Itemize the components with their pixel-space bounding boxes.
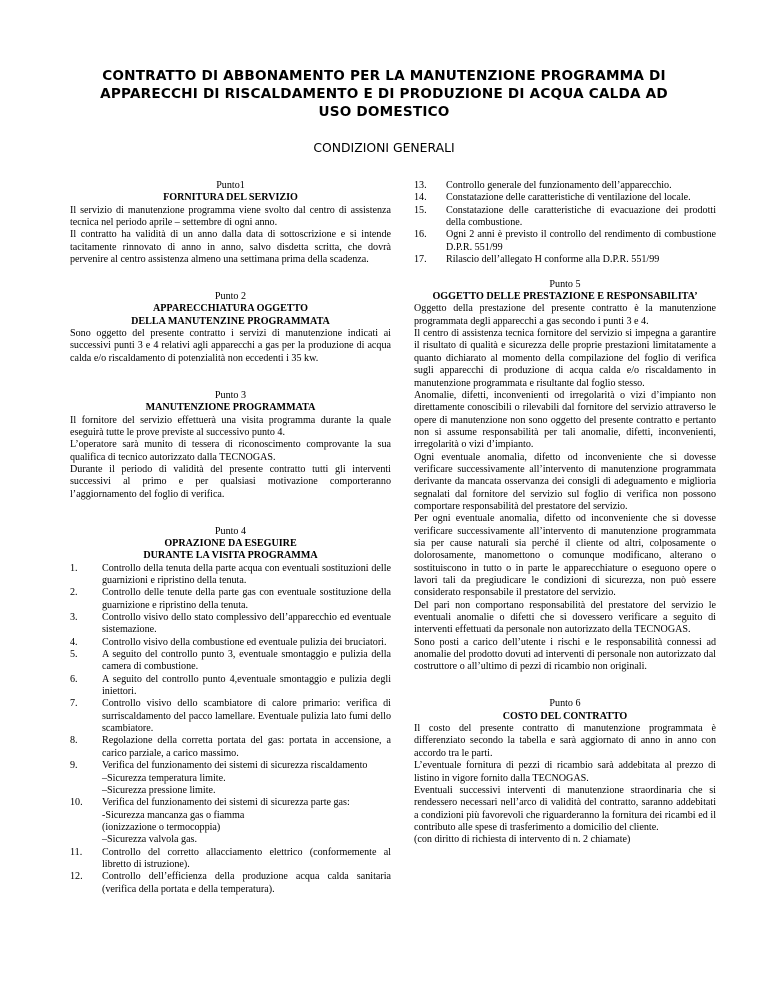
- section-number: Punto 6: [549, 698, 581, 710]
- section-punto-4: [70, 526, 391, 896]
- item-text: Controllo dell’efficienza della produzione acqua calda sanitaria (verifica della portata e della temperatura).: [102, 871, 391, 895]
- paragraph: Sono posti a carico dell’utente i rischi e le responsabilità connessi ad anomalie del prodotto dovuti ad interventi di personale non autorizzato dal costruttore o all’ultimo di pezzi di ricambio non originali.: [414, 636, 716, 673]
- list-item: [70, 871, 391, 896]
- item-text: (ionizzazione o termocoppia): [102, 821, 221, 833]
- item-text: Controllo del corretto allacciamento elettrico (conformemente al libretto di istruzione).: [102, 846, 391, 870]
- document-title: [60, 67, 708, 121]
- list-item: [70, 760, 391, 797]
- operations-list-continued: [414, 180, 716, 266]
- paragraph: Ogni eventuale anomalia, difetto od inconveniente che si dovesse verificare successivamente all’intervento di manutenzione programmata derivante da mancata osservanza dei consigli di adeguamento e miglioria segnalati dal fornitore del servizio sul foglio di verifica non possono comportare responsabilità del prestatore del servizio.: [414, 451, 716, 512]
- item-number: 16.: [414, 229, 427, 241]
- item-text: Controllo visivo della combustione ed eventuale pulizia dei bruciatori.: [102, 636, 387, 648]
- paragraph: Il costo del presente contratto di manutenzione programmata è differenziato secondo la tabella e sarà aggiornato di anno in anno con accordo tra le parti.: [414, 723, 716, 759]
- item-number: 17.: [414, 254, 427, 266]
- item-text: A seguito del controllo punto 3, eventuale smontaggio e pulizia della camera di combustione.: [102, 649, 391, 673]
- section-title: APPARECCHIATURA OGGETTO: [152, 303, 309, 315]
- item-text: Controllo visivo dello scambiatore di calore primario: verifica di surriscaldamento del pacco lamellare. Eventuale pulizia lato fumi dello scambiatore.: [102, 698, 391, 735]
- title-line: USO DOMESTICO: [318, 104, 450, 120]
- item-text: Constatazione delle caratteristiche di evacuazione dei prodotti della combustione.: [446, 204, 716, 229]
- item-number: 2.: [70, 587, 78, 599]
- item-text: Regolazione della corretta portata del gas: portata in accensione, a carico parziale, a carico massimo.: [102, 735, 391, 759]
- section-punto-2: [70, 291, 391, 365]
- list-item: [414, 229, 716, 254]
- item-text: Rilascio dell’allegato H conforme alla D.P.R. 551/99: [446, 254, 660, 266]
- list-item: [70, 674, 391, 699]
- list-item: [414, 192, 716, 204]
- item-number: 15.: [414, 204, 427, 216]
- paragraph: Sono oggetto del presente contratto i servizi di manutenzione indicati ai successivi punti 3 e 4 relativi agli apparecchi a gas per la produzione di acqua calda e/o riscaldamento di potenzialità non eccedenti i 35 kw.: [70, 328, 391, 364]
- paragraph: L’eventuale fornitura di pezzi di ricambio sarà addebitata al prezzo di listino in vigore fornito dalla TECNOGAS.: [414, 760, 716, 784]
- item-number: 1.: [70, 562, 78, 574]
- item-text: A seguito del controllo punto 4,eventuale smontaggio e pulizia degli iniettori.: [102, 673, 391, 698]
- section-punto-5: [414, 279, 716, 674]
- list-item: [70, 698, 391, 735]
- item-number: 5.: [70, 649, 78, 661]
- title-line: APPARECCHI DI RISCALDAMENTO E DI PRODUZIONE DI ACQUA CALDA AD: [100, 86, 668, 102]
- right-column: [414, 180, 716, 847]
- list-item: [70, 735, 391, 760]
- section-punto-1: [70, 180, 391, 266]
- section-title: DELLA MANUTENZINE PROGRAMMATA: [131, 315, 330, 327]
- item-text: –Sicurezza pressione limite.: [102, 784, 216, 796]
- item-number: 4.: [70, 636, 78, 648]
- item-text: –Sicurezza temperatura limite.: [102, 772, 226, 784]
- section-title: OPRAZIONE DA ESEGUIRE: [164, 537, 297, 549]
- item-text: Controllo delle tenute della parte gas con eventuale sostituzione della guarnizione e ripristino della tenuta.: [102, 587, 391, 611]
- paragraph: Anomalie, difetti, inconvenienti od irregolarità o vizi d’impianto non direttamente conoscibili o rilevabili dal fornitore del servizio attraverso le opere di manutenzione non sono oggetto del presente contratto e pertanto non si assume responsabilità per tali anomalie, difetti, inconvenienti, irregolarità o vizi d’impianto.: [414, 389, 716, 451]
- paragraph: Il fornitore del servizio effettuerà una visita programma durante la quale eseguirà tutte le prove previste al successivo punto 4.: [70, 414, 391, 438]
- item-text: Controllo visivo dello stato complessivo dell’apparecchio ed eventuale sistemazione.: [102, 612, 391, 636]
- section-title: MANUTENZIONE PROGRAMMATA: [145, 402, 316, 414]
- section-title: DURANTE LA VISITA PROGRAMMA: [143, 550, 318, 562]
- item-number: 10.: [70, 797, 83, 809]
- section-number: Punto 4: [214, 525, 247, 537]
- section-punto-3: [70, 390, 391, 501]
- item-number: 6.: [70, 673, 78, 685]
- paragraph: Oggetto della prestazione del presente contratto è la manutenzione programmata degli apparecchi a gas secondo i punti 3 e 4.: [414, 303, 716, 327]
- item-text: Controllo generale del funzionamento dell’apparecchio.: [446, 180, 672, 191]
- item-text: –Sicurezza valvola gas.: [102, 834, 198, 846]
- section-number: Punto1: [216, 180, 245, 191]
- document-subtitle: CONDIZIONI GENERALI: [313, 140, 455, 155]
- section-number: Punto 3: [214, 389, 247, 401]
- list-item: [70, 797, 391, 846]
- paragraph: Il contratto ha validità di un anno dalla data di sottoscrizione e si intende tacitamente rinnovato di anno in anno, salvo disdetta scritta, che dovrà pervenire al centro assistenza almeno una settimana prima della scadenza.: [70, 229, 391, 266]
- item-text: -Sicurezza mancanza gas o fiamma: [102, 809, 245, 821]
- section-title: OGGETTO DELLE PRESTAZIONE E RESPONSABILITA’: [432, 291, 698, 303]
- item-number: 12.: [70, 871, 83, 883]
- section-number: Punto 5: [549, 278, 581, 290]
- section-title: FORNITURA DEL SERVIZIO: [163, 192, 298, 204]
- list-item: [414, 254, 716, 266]
- item-text: Verifica del funzionamento dei sistemi di sicurezza parte gas:: [102, 797, 350, 809]
- list-item: [70, 847, 391, 872]
- paragraph: Per ogni eventuale anomalia, difetto od inconveniente che si dovesse verificare successivamente all’intervento di manutenzione programmata sia per cause naturali sia perché il cliente od altri, colposamente o dolorosamente, manomettono o comunque modificano, alterano o sostituiscono in tutto o in parte le apparecchiature o eseguono opere o lavori tali da pregiudicare le condizioni di sicurezza, non può essere considerato responsabile il prestatore del servizio.: [414, 513, 716, 599]
- list-item: [70, 612, 391, 637]
- title-line: CONTRATTO DI ABBONAMENTO PER LA MANUTENZIONE PROGRAMMA DI: [102, 68, 666, 84]
- section-punto-6: [414, 698, 716, 846]
- list-item: [414, 205, 716, 230]
- operations-list: [70, 563, 391, 896]
- section-title: COSTO DEL CONTRATTO: [502, 710, 628, 722]
- section-number: Punto 2: [214, 291, 247, 303]
- paragraph: (con diritto di richiesta di intervento di n. 2 chiamate): [414, 834, 631, 846]
- item-number: 13.: [414, 180, 427, 191]
- paragraph: Del pari non comportano responsabilità del prestatore del servizio le eventuali anomalie o difetti che si dovessero verificare a seguito di interventi effettuati da personale non autorizzato della TECNOGAS.: [414, 599, 716, 636]
- paragraph: Durante il periodo di validità del presente contratto tutti gli interventi successivi al primo e per qualsiasi motivazione comporteranno l’aggiornamento del foglio di verifica.: [70, 463, 391, 500]
- item-number: 11.: [70, 846, 83, 858]
- list-item: [70, 649, 391, 674]
- item-text: Ogni 2 anni è previsto il controllo del rendimento di combustione D.P.R. 551/99: [446, 229, 716, 253]
- list-item: [70, 637, 391, 649]
- item-number: 14.: [414, 192, 427, 204]
- paragraph: L’operatore sarà munito di tessera di riconoscimento comprovante la sua qualifica di tecnico autorizzato dalla TECNOGAS.: [70, 439, 391, 463]
- item-text: Verifica del funzionamento dei sistemi di sicurezza riscaldamento: [102, 760, 368, 772]
- list-item: [70, 563, 391, 588]
- paragraph: Il servizio di manutenzione programma viene svolto dal centro di assistenza tecnica nel periodo aprile – settembre di ogni anno.: [70, 204, 391, 229]
- list-item: [70, 587, 391, 612]
- item-text: Constatazione delle caratteristiche di ventilazione del locale.: [446, 192, 691, 204]
- item-number: 8.: [70, 735, 78, 747]
- left-column: [70, 180, 391, 896]
- item-number: 3.: [70, 612, 78, 624]
- item-text: Controllo della tenuta della parte acqua con eventuali sostituzioni delle guarnizioni e ripristino della tenuta.: [102, 562, 391, 586]
- item-number: 7.: [70, 698, 78, 710]
- item-number: 9.: [70, 760, 78, 772]
- paragraph: Il centro di assistenza tecnica fornitore del servizio si impegna a garantire il risultato di qualità e sicurezza delle proprie prestazioni limitatamente a quanto dichiarato al momento della compilazione del foglio di verifica sugli apparecchi di produzione di acqua calda e/o riscaldamento in manutenzione programmata e risultante dal foglio stesso.: [414, 328, 716, 389]
- paragraph: Eventuali successivi interventi di manutenzione straordinaria che si rendessero necessari nell’arco di validità del contratto, saranno addebitati a condizioni più favorevoli che riguarderanno la fornitura dei ricambi ed il contributo alle spese di trasferimento a domicilio del cliente.: [414, 784, 716, 833]
- list-item: [414, 180, 716, 192]
